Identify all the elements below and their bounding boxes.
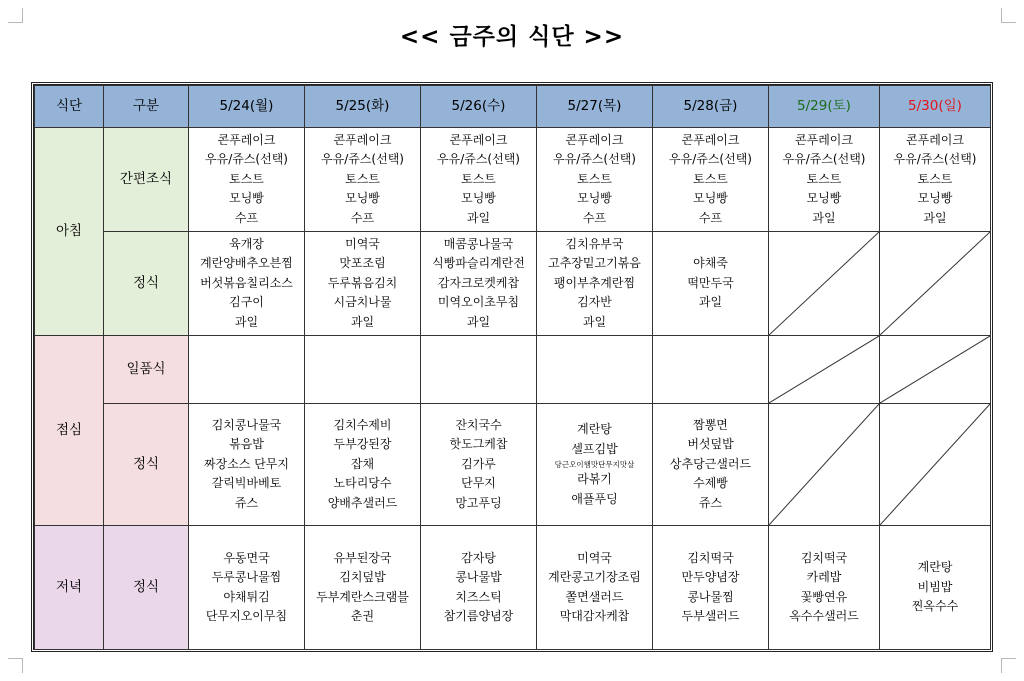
menu-item: 계란양배추오븐찜 xyxy=(200,256,293,271)
header-type: 구분 xyxy=(104,86,189,128)
menu-item: 토스트 xyxy=(229,171,264,186)
day-header: 5/28(금) xyxy=(653,86,769,128)
menu-item: 우유/쥬스(선택) xyxy=(321,152,404,167)
menu-item: 카레밥 xyxy=(806,570,842,584)
menu-item: 모닝빵 xyxy=(229,191,264,206)
lunch-main-row xyxy=(35,404,991,526)
menu-item: 두부샐러드 xyxy=(681,609,740,623)
menu-item: 유부된장국 xyxy=(333,550,392,565)
menu-cell xyxy=(305,404,421,526)
diagonal-slash xyxy=(880,404,990,525)
day-header-saturday: 5/29(토) xyxy=(769,86,880,128)
menu-item: 김치수제비 xyxy=(333,417,392,432)
menu-item: 수제빵 xyxy=(693,476,728,491)
menu-cell xyxy=(305,336,421,404)
menu-item: 두루콩나물찜 xyxy=(211,570,282,584)
menu-item: 토스트 xyxy=(461,171,496,186)
menu-item: 모닝빵 xyxy=(806,191,842,206)
menu-item: 과일 xyxy=(812,210,836,225)
menu-item: 단무지오이무침 xyxy=(205,609,288,623)
menu-item: 계란탕 xyxy=(917,560,953,575)
menu-cell xyxy=(421,128,537,232)
menu-item: 계란콩고기장조림 xyxy=(548,570,641,584)
menu-item: 콘푸레이크 xyxy=(795,132,853,147)
menu-item: 상추당근샐러드 xyxy=(669,456,752,471)
weekly-menu-table xyxy=(34,85,991,650)
menu-item: 양배추샐러드 xyxy=(327,495,398,510)
menu-item: 치즈스틱 xyxy=(455,589,502,604)
menu-item: 맛포조림 xyxy=(339,256,386,271)
menu-item: 볶음밥 xyxy=(229,437,264,452)
menu-item: 라볶기 xyxy=(577,472,612,486)
menu-item: 콩나물찜 xyxy=(687,589,734,604)
menu-cell xyxy=(537,404,653,526)
type-label-main-dinner: 정식 xyxy=(104,526,189,650)
menu-item: 두루볶음김치 xyxy=(327,275,398,290)
menu-item: 콩나물밥 xyxy=(455,570,502,584)
empty-cell-crossed xyxy=(880,404,991,526)
breakfast-main-row xyxy=(35,232,991,336)
diagonal-slash xyxy=(769,336,879,403)
menu-cell xyxy=(653,336,769,404)
meal-label-dinner: 저녁 xyxy=(35,526,104,650)
menu-item: 감자탕 xyxy=(461,550,496,565)
menu-cell xyxy=(421,336,537,404)
menu-item: 우유/쥬스(선택) xyxy=(205,152,288,167)
menu-item: 토스트 xyxy=(806,171,842,186)
menu-item: 단무지 xyxy=(461,476,496,491)
menu-item: 노타리당수 xyxy=(333,476,392,491)
diagonal-slash xyxy=(880,336,990,403)
menu-item: 콘푸레이크 xyxy=(333,132,392,147)
header-row xyxy=(35,86,991,128)
menu-item: 잔치국수 xyxy=(455,417,502,432)
empty-cell-crossed xyxy=(769,232,880,336)
empty-cell-crossed xyxy=(880,336,991,404)
menu-item: 계란탕 xyxy=(577,422,612,436)
menu-cell xyxy=(880,128,991,232)
meal-label-lunch: 점심 xyxy=(35,336,104,526)
menu-cell xyxy=(769,526,880,650)
menu-cell xyxy=(769,128,880,232)
menu-cell xyxy=(653,526,769,650)
diagonal-slash xyxy=(769,404,879,525)
menu-item: 버섯덮밥 xyxy=(687,437,734,452)
menu-cell xyxy=(653,404,769,526)
menu-item: 우유/쥬스(선택) xyxy=(782,152,866,167)
menu-item: 김구이 xyxy=(229,295,264,310)
type-label-main-lunch: 정식 xyxy=(104,404,189,526)
menu-item: 쫄면샐러드 xyxy=(565,589,624,604)
menu-item: 김치떡국 xyxy=(800,550,848,565)
menu-item: 쥬스 xyxy=(234,495,259,510)
diagonal-slash xyxy=(880,232,990,335)
menu-item: 콘푸레이크 xyxy=(565,132,624,147)
type-label-simple-breakfast: 간편조식 xyxy=(104,128,189,232)
menu-cell xyxy=(305,232,421,336)
type-label-main-breakfast: 정식 xyxy=(104,232,189,336)
menu-cell xyxy=(653,128,769,232)
menu-cell xyxy=(189,336,305,404)
day-header: 5/26(수) xyxy=(421,86,537,128)
menu-cell xyxy=(537,336,653,404)
menu-cell xyxy=(537,128,653,232)
menu-item: 춘권 xyxy=(350,609,375,623)
menu-item: 식빵파슬리계란전 xyxy=(432,256,525,271)
menu-item: 막대감자케찹 xyxy=(559,609,630,623)
menu-item: 참기름양념장 xyxy=(443,609,514,623)
menu-cell xyxy=(537,232,653,336)
menu-item: 옥수수샐러드 xyxy=(789,609,859,623)
menu-item: 잡채 xyxy=(350,456,375,471)
day-header: 5/25(화) xyxy=(305,86,421,128)
diagonal-slash xyxy=(769,232,879,335)
breakfast-simple-row xyxy=(35,128,991,232)
menu-item: 김치떡국 xyxy=(687,550,734,565)
menu-item: 꽃빵연유 xyxy=(800,589,848,604)
menu-cell xyxy=(421,404,537,526)
menu-item: 과일 xyxy=(350,314,375,329)
dinner-main-row xyxy=(35,526,991,650)
menu-cell xyxy=(653,232,769,336)
menu-item: 당근오이햄맛단무지맛살 xyxy=(554,460,635,469)
menu-item: 모닝빵 xyxy=(461,191,496,206)
empty-cell-crossed xyxy=(769,404,880,526)
menu-item: 김치유부국 xyxy=(565,236,624,251)
menu-item: 팽이부추계란찜 xyxy=(553,275,636,290)
menu-cell xyxy=(189,232,305,336)
menu-item: 콘푸레이크 xyxy=(906,132,964,147)
page-title: << 금주의 식단 >> xyxy=(399,24,625,50)
menu-item: 수프 xyxy=(350,210,375,225)
menu-item: 비빔밥 xyxy=(917,579,953,594)
menu-item: 김자반 xyxy=(577,295,612,310)
menu-item: 콘푸레이크 xyxy=(217,132,276,147)
menu-item: 미역오이초무침 xyxy=(437,295,520,310)
crop-mark-bottom-right xyxy=(1001,658,1016,673)
menu-cell xyxy=(305,526,421,650)
menu-item: 콘푸레이크 xyxy=(449,132,508,147)
menu-item: 시금치나물 xyxy=(333,295,392,310)
menu-item: 애플푸딩 xyxy=(571,491,618,506)
type-label-single-lunch: 일품식 xyxy=(104,336,189,404)
menu-item: 야채튀김 xyxy=(223,589,270,604)
day-header: 5/27(목) xyxy=(537,86,653,128)
menu-item: 찐옥수수 xyxy=(911,599,959,614)
menu-item: 김치콩나물국 xyxy=(211,417,282,432)
menu-item: 매콤콩나물국 xyxy=(443,236,514,251)
menu-item: 토스트 xyxy=(577,171,612,186)
menu-item: 우동면국 xyxy=(223,550,270,565)
day-header: 5/24(월) xyxy=(189,86,305,128)
menu-cell xyxy=(189,128,305,232)
menu-item: 짜장소스 단무지 xyxy=(204,456,289,471)
menu-table-frame xyxy=(31,82,993,652)
menu-item: 우유/쥬스(선택) xyxy=(669,152,752,167)
menu-item: 김가루 xyxy=(461,456,496,471)
day-header-sunday: 5/30(일) xyxy=(880,86,991,128)
menu-item: 수프 xyxy=(234,210,259,225)
menu-item: 모닝빵 xyxy=(917,191,953,206)
menu-item: 모닝빵 xyxy=(345,191,380,206)
menu-item: 과일 xyxy=(698,295,723,310)
menu-item: 수프 xyxy=(582,210,607,225)
menu-item: 토스트 xyxy=(345,171,380,186)
meal-label-breakfast: 아침 xyxy=(35,128,104,336)
menu-item: 과일 xyxy=(234,314,259,329)
menu-item: 만두양념장 xyxy=(681,570,740,584)
menu-item: 우유/쥬스(선택) xyxy=(553,152,636,167)
menu-item: 수프 xyxy=(698,210,723,225)
menu-item: 모닝빵 xyxy=(693,191,728,206)
lunch-single-row xyxy=(35,336,991,404)
menu-cell xyxy=(305,128,421,232)
menu-item: 떡만두국 xyxy=(687,275,734,290)
menu-item: 망고푸딩 xyxy=(455,495,502,510)
menu-item: 야채죽 xyxy=(693,256,728,271)
menu-item: 감자크로켓케찹 xyxy=(437,275,520,290)
menu-item: 짬뽕면 xyxy=(693,417,728,432)
empty-cell-crossed xyxy=(880,232,991,336)
menu-item: 핫도그케찹 xyxy=(449,437,508,452)
menu-item: 육개장 xyxy=(229,236,264,251)
empty-cell-crossed xyxy=(769,336,880,404)
menu-item: 과일 xyxy=(466,210,491,225)
menu-item: 토스트 xyxy=(917,171,953,186)
menu-cell xyxy=(421,526,537,650)
menu-item: 과일 xyxy=(582,314,607,329)
menu-item: 미역국 xyxy=(345,236,380,251)
menu-item: 갈릭빅바베토 xyxy=(211,476,282,491)
menu-item: 토스트 xyxy=(693,171,728,186)
menu-item: 고추장밑고기볶음 xyxy=(548,256,641,271)
menu-cell xyxy=(537,526,653,650)
menu-item: 셀프김밥 xyxy=(571,441,618,456)
header-meal: 식단 xyxy=(35,86,104,128)
menu-item: 우유/쥬스(선택) xyxy=(893,152,977,167)
menu-cell xyxy=(189,526,305,650)
menu-item: 김치덮밥 xyxy=(339,570,386,584)
menu-item: 과일 xyxy=(466,314,491,329)
crop-mark-bottom-left xyxy=(8,658,23,673)
menu-item: 쥬스 xyxy=(698,495,723,510)
menu-item: 과일 xyxy=(923,210,947,225)
menu-cell xyxy=(880,526,991,650)
menu-item: 콘푸레이크 xyxy=(681,132,740,147)
menu-item: 두부강된장 xyxy=(333,437,392,452)
menu-item: 모닝빵 xyxy=(577,191,612,206)
menu-item: 우유/쥬스(선택) xyxy=(437,152,520,167)
menu-cell xyxy=(189,404,305,526)
menu-item: 미역국 xyxy=(577,550,612,565)
menu-item: 두부계란스크램블 xyxy=(316,589,409,604)
menu-cell xyxy=(421,232,537,336)
menu-item: 버섯볶음칠리소스 xyxy=(200,275,293,290)
